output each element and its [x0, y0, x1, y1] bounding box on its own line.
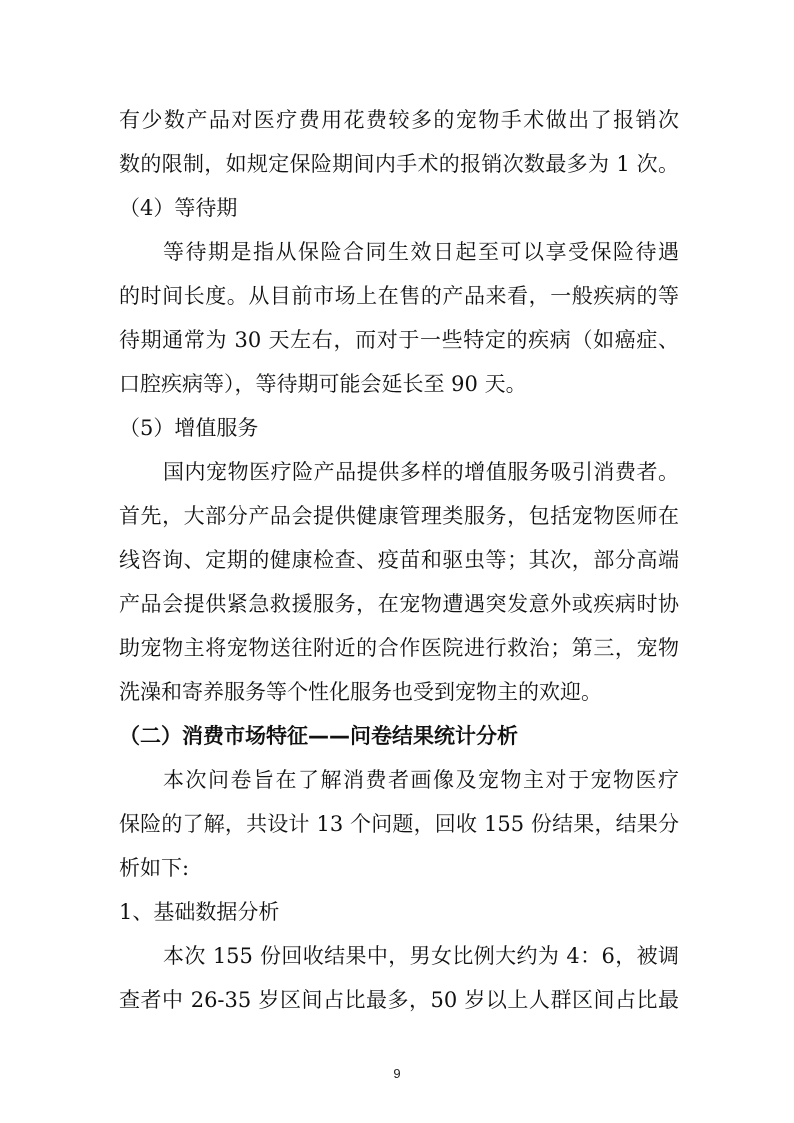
subsection-heading: （4）等待期 [119, 196, 238, 220]
body-text-line: 等待期是指从保险合同生效日起至可以享受保险待遇 [163, 240, 679, 264]
body-text-line: 析如下: [119, 856, 190, 880]
body-text-line: 产品会提供紧急救援服务，在宠物遭遇突发意外或疾病时协 [119, 592, 679, 616]
body-text-line: 有少数产品对医疗费用花费较多的宠物手术做出了报销次 [119, 108, 679, 132]
subsection-heading: 1、基础数据分析 [119, 900, 280, 924]
body-text-line: 本次问卷旨在了解消费者画像及宠物主对于宠物医疗 [163, 768, 679, 792]
body-text-line: 保险的了解，共设计 13 个问题，回收 155 份结果，结果分 [119, 812, 679, 836]
body-text-line: 国内宠物医疗险产品提供多样的增值服务吸引消费者。 [163, 460, 679, 484]
body-text-line: 本次 155 份回收结果中，男女比例大约为 4：6，被调 [163, 944, 679, 968]
body-text-line: 线咨询、定期的健康检查、疫苗和驱虫等；其次，部分高端 [119, 548, 679, 572]
body-text-line: 查者中 26-35 岁区间占比最多，50 岁以上人群区间占比最 [119, 988, 679, 1012]
section-heading: （二）消费市场特征——问卷结果统计分析 [119, 724, 518, 748]
body-text-line: 待期通常为 30 天左右，而对于一些特定的疾病（如癌症、 [119, 328, 679, 352]
page-number: 9 [393, 1066, 401, 1081]
body-text-line: 首先，大部分产品会提供健康管理类服务，包括宠物医师在 [119, 504, 679, 528]
subsection-heading: （5）增值服务 [119, 416, 259, 440]
body-text-line: 助宠物主将宠物送往附近的合作医院进行救治；第三，宠物 [119, 636, 679, 660]
body-text-line: 洗澡和寄养服务等个性化服务也受到宠物主的欢迎。 [119, 680, 602, 704]
body-text-line: 口腔疾病等），等待期可能会延长至 90 天。 [119, 372, 527, 396]
body-text-line: 的时间长度。从目前市场上在售的产品来看，一般疾病的等 [119, 284, 679, 308]
body-text-line: 数的限制，如规定保险期间内手术的报销次数最多为 1 次。 [119, 152, 679, 176]
